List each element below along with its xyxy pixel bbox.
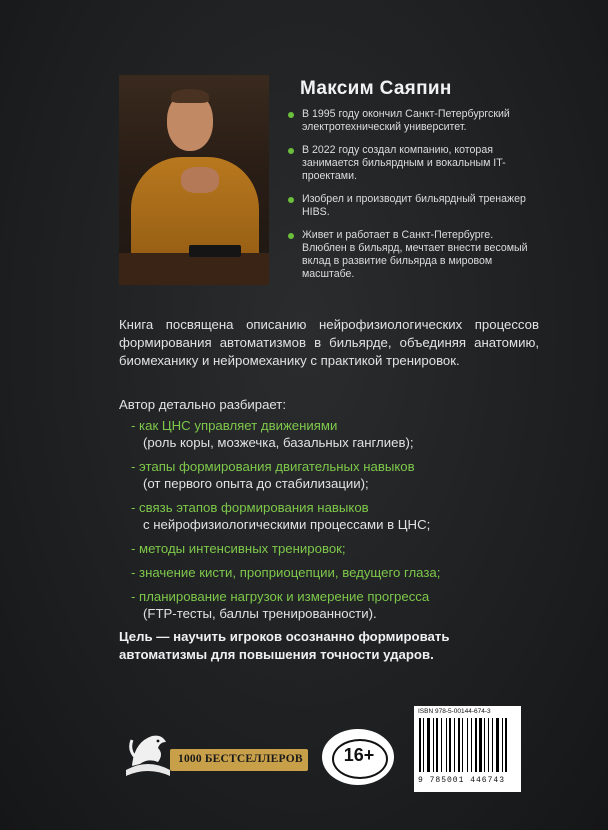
book-description: Книга посвящена описанию нейрофизиологических процессов формирования автоматизмов в бильярде, объединяя анатомию, биомеханику и нейромеханику с практикой тренировок. [119,317,539,368]
topic-detail: (FTP-тесты, баллы тренированности). [143,606,377,621]
barcode-stripe [446,718,447,772]
topic-item [131,540,551,557]
barcode-stripe [427,718,430,772]
topic-title: - значение кисти, проприоцепции, ведущего глаза; [131,565,441,580]
barcode-stripe [423,718,424,772]
topic-item [131,458,551,492]
topic-title: - как ЦНС управляет движениями [131,418,338,433]
publisher-series: 1000 БЕСТСЕЛЛЕРОВ [178,753,303,765]
topic-title: - методы интенсивных тренировок; [131,541,346,556]
horse-book-icon [118,728,178,784]
bio-item: Изобрел и производит бильярдный тренажер HIBS. [288,193,528,219]
barcode-number: 9 785001 446743 [418,776,506,785]
topics-list [131,417,551,629]
barcode-stripe [479,718,482,772]
isbn: ISBN 978-5-00144-674-3 [418,708,491,715]
author-photo [119,75,269,285]
barcode-stripe [492,718,493,772]
topic-title: - этапы формирования двигательных навыков [131,459,415,474]
topic-detail: (от первого опыта до стабилизации); [143,476,369,491]
photo-book [189,245,241,257]
topic-item [131,499,551,533]
barcode-stripe [467,718,468,772]
barcode-stripe [433,718,434,772]
barcode-stripe [488,718,489,772]
barcode-stripe [458,718,460,772]
barcode-stripe [462,718,463,772]
bio-item: В 1995 году окончил Санкт-Петербургский электротехнический университет. [288,108,528,134]
barcode-stripe [502,718,503,772]
topic-item [131,588,551,622]
topic-detail: с нейрофизиологическими процессами в ЦНС; [143,517,431,532]
topic-title: - связь этапов формирования навыков [131,500,369,515]
barcode-stripe [449,718,451,772]
book-goal: Цель — научить игроков осознанно формировать автоматизмы для повышения точности ударов. [119,629,450,662]
author-name: Максим Саяпин [300,78,452,99]
author-bio-list [288,108,528,291]
barcode-stripe [454,718,455,772]
barcode-stripe [496,718,499,772]
barcode-stripe [419,718,421,772]
bio-item: Живет и работает в Санкт-Петербурге. Влюблен в бильярд, мечтает внести весомый вклад в развитие бильярда в мировом масштабе. [288,229,528,281]
barcode-stripe [471,718,472,772]
barcode-stripe [475,718,477,772]
photo-hair [171,89,209,103]
barcode-stripe [441,718,442,772]
barcode-stripe [505,718,507,772]
topic-item [131,564,551,581]
topic-detail: (роль коры, мозжечка, базальных ганглиев); [143,435,414,450]
publisher-logo [118,728,310,784]
photo-hands [181,167,219,193]
barcode [419,718,517,772]
topic-title: - планирование нагрузок и измерение прогресса [131,589,430,604]
topic-item [131,417,551,451]
topics-lead: Автор детально разбирает: [119,397,287,412]
bio-item: В 2022 году создал компанию, которая занимается бильярдным и вокальным IT-проектами. [288,144,528,183]
barcode-stripe [436,718,438,772]
photo-table [119,253,269,285]
age-rating-badge [318,729,398,785]
barcode-stripe [484,718,485,772]
age-rating: 16+ [343,745,375,765]
